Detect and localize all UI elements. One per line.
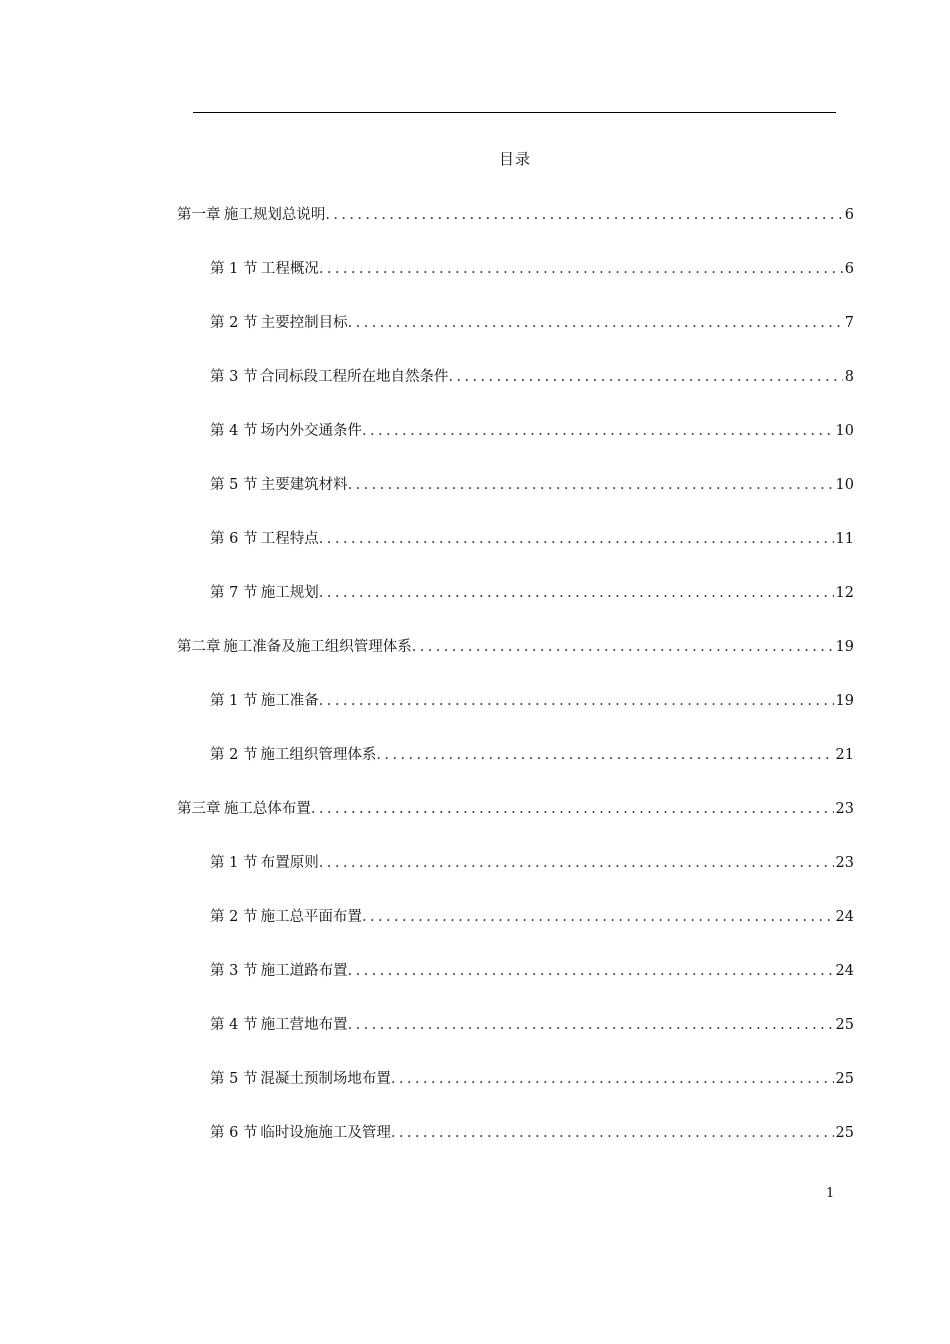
toc-section-entry[interactable] xyxy=(210,474,854,496)
toc-entry-title: 布置原则 xyxy=(260,855,319,871)
toc-entry-label: 第 1 节 xyxy=(210,693,258,709)
toc-entry-label: 第 2 节 xyxy=(210,315,258,331)
toc-section-entry[interactable] xyxy=(210,420,854,442)
toc-entry-title: 场内外交通条件 xyxy=(260,423,363,439)
toc-entry-page: 19 xyxy=(835,693,854,709)
toc-entry-label: 第 1 节 xyxy=(210,855,258,871)
toc-entry-label: 第 4 节 xyxy=(210,1017,258,1033)
toc-section-entry[interactable] xyxy=(210,582,854,604)
toc-entry-page: 10 xyxy=(835,423,854,439)
toc-entry-title: 施工规划 xyxy=(260,585,319,601)
toc-entry-title: 施工规划总说明 xyxy=(223,207,326,223)
toc-entry-label: 第 6 节 xyxy=(210,531,258,547)
toc-dot-leader xyxy=(449,366,843,388)
toc-dot-leader xyxy=(391,1122,834,1144)
toc-section-entry[interactable] xyxy=(210,852,854,874)
toc-entry-page: 10 xyxy=(835,477,854,493)
toc-dot-leader xyxy=(362,906,834,928)
toc-entry-label: 第 2 节 xyxy=(210,909,258,925)
toc-entry-title: 工程特点 xyxy=(260,531,319,547)
toc-section-entry[interactable] xyxy=(210,528,854,550)
toc-entry-page: 24 xyxy=(835,963,854,979)
toc-dot-leader xyxy=(376,744,833,766)
toc-entry-title: 主要建筑材料 xyxy=(260,477,348,493)
toc-dot-leader xyxy=(319,852,834,874)
toc-entry-label: 第三章 xyxy=(177,801,221,817)
toc-dot-leader xyxy=(391,1068,834,1090)
toc-dot-leader xyxy=(311,798,834,820)
toc-section-entry[interactable] xyxy=(210,1014,854,1036)
toc-entry-title: 主要控制目标 xyxy=(260,315,348,331)
toc-entry-page: 23 xyxy=(835,855,854,871)
toc-entry-page: 21 xyxy=(835,747,854,763)
toc-dot-leader xyxy=(412,636,834,658)
toc-entry-page: 24 xyxy=(835,909,854,925)
toc-entry-page: 11 xyxy=(835,531,854,547)
toc-entry-label: 第二章 xyxy=(177,639,221,655)
toc-entry-label: 第 7 节 xyxy=(210,585,258,601)
toc-entry-title: 施工准备及施工组织管理体系 xyxy=(223,639,412,655)
toc-dot-leader xyxy=(348,1014,834,1036)
toc-entry-page: 12 xyxy=(835,585,854,601)
toc-section-entry[interactable] xyxy=(210,1068,854,1090)
toc-entry-label: 第 2 节 xyxy=(210,747,258,763)
toc-entry-page: 25 xyxy=(835,1017,854,1033)
toc-entry-label: 第 1 节 xyxy=(210,261,258,277)
toc-entry-title: 合同标段工程所在地自然条件 xyxy=(260,369,449,385)
toc-dot-leader xyxy=(319,690,834,712)
toc-section-entry[interactable] xyxy=(210,744,854,766)
toc-dot-leader xyxy=(319,528,834,550)
toc-entry-label: 第 3 节 xyxy=(210,963,258,979)
toc-entry-label: 第 6 节 xyxy=(210,1125,258,1141)
toc-chapter-entry[interactable] xyxy=(177,636,854,658)
toc-entry-label: 第 5 节 xyxy=(210,477,258,493)
toc-dot-leader xyxy=(348,474,834,496)
toc-chapter-entry[interactable] xyxy=(177,204,854,226)
toc-entry-label: 第 4 节 xyxy=(210,423,258,439)
toc-section-entry[interactable] xyxy=(210,366,854,388)
toc-entry-page: 19 xyxy=(835,639,854,655)
toc-entry-title: 工程概况 xyxy=(260,261,319,277)
toc-section-entry[interactable] xyxy=(210,258,854,280)
toc-chapter-entry[interactable] xyxy=(177,798,854,820)
toc-entry-page: 25 xyxy=(835,1071,854,1087)
toc-entry-title: 施工总体布置 xyxy=(223,801,311,817)
toc-dot-leader xyxy=(319,258,843,280)
toc-entry-title: 施工组织管理体系 xyxy=(260,747,377,763)
toc-section-entry[interactable] xyxy=(210,906,854,928)
toc-entry-title: 施工营地布置 xyxy=(260,1017,348,1033)
footer-page-number: 1 xyxy=(826,1186,835,1201)
header-rule xyxy=(193,112,836,113)
toc-entry-title: 施工准备 xyxy=(260,693,319,709)
toc-section-entry[interactable] xyxy=(210,1122,854,1144)
toc-entry-title: 混凝土预制场地布置 xyxy=(260,1071,391,1087)
toc-entry-label: 第 3 节 xyxy=(210,369,258,385)
toc-section-entry[interactable] xyxy=(210,690,854,712)
toc-entry-page: 25 xyxy=(835,1125,854,1141)
toc-entry-title: 施工总平面布置 xyxy=(260,909,363,925)
toc-entry-page: 7 xyxy=(844,315,854,331)
toc-section-entry[interactable] xyxy=(210,312,854,334)
toc-entry-label: 第一章 xyxy=(177,207,221,223)
toc-entry-label: 第 5 节 xyxy=(210,1071,258,1087)
toc-dot-leader xyxy=(325,204,842,226)
toc-dot-leader xyxy=(348,960,834,982)
toc-entry-title: 施工道路布置 xyxy=(260,963,348,979)
toc-entry-page: 6 xyxy=(844,207,854,223)
toc-dot-leader xyxy=(319,582,834,604)
toc-section-entry[interactable] xyxy=(210,960,854,982)
toc-entry-page: 23 xyxy=(835,801,854,817)
toc-entry-page: 8 xyxy=(844,369,854,385)
toc-entry-page: 6 xyxy=(844,261,854,277)
toc-entry-title: 临时设施施工及管理 xyxy=(260,1125,391,1141)
toc-dot-leader xyxy=(348,312,843,334)
toc-dot-leader xyxy=(362,420,834,442)
toc-title: 目录 xyxy=(498,150,531,168)
